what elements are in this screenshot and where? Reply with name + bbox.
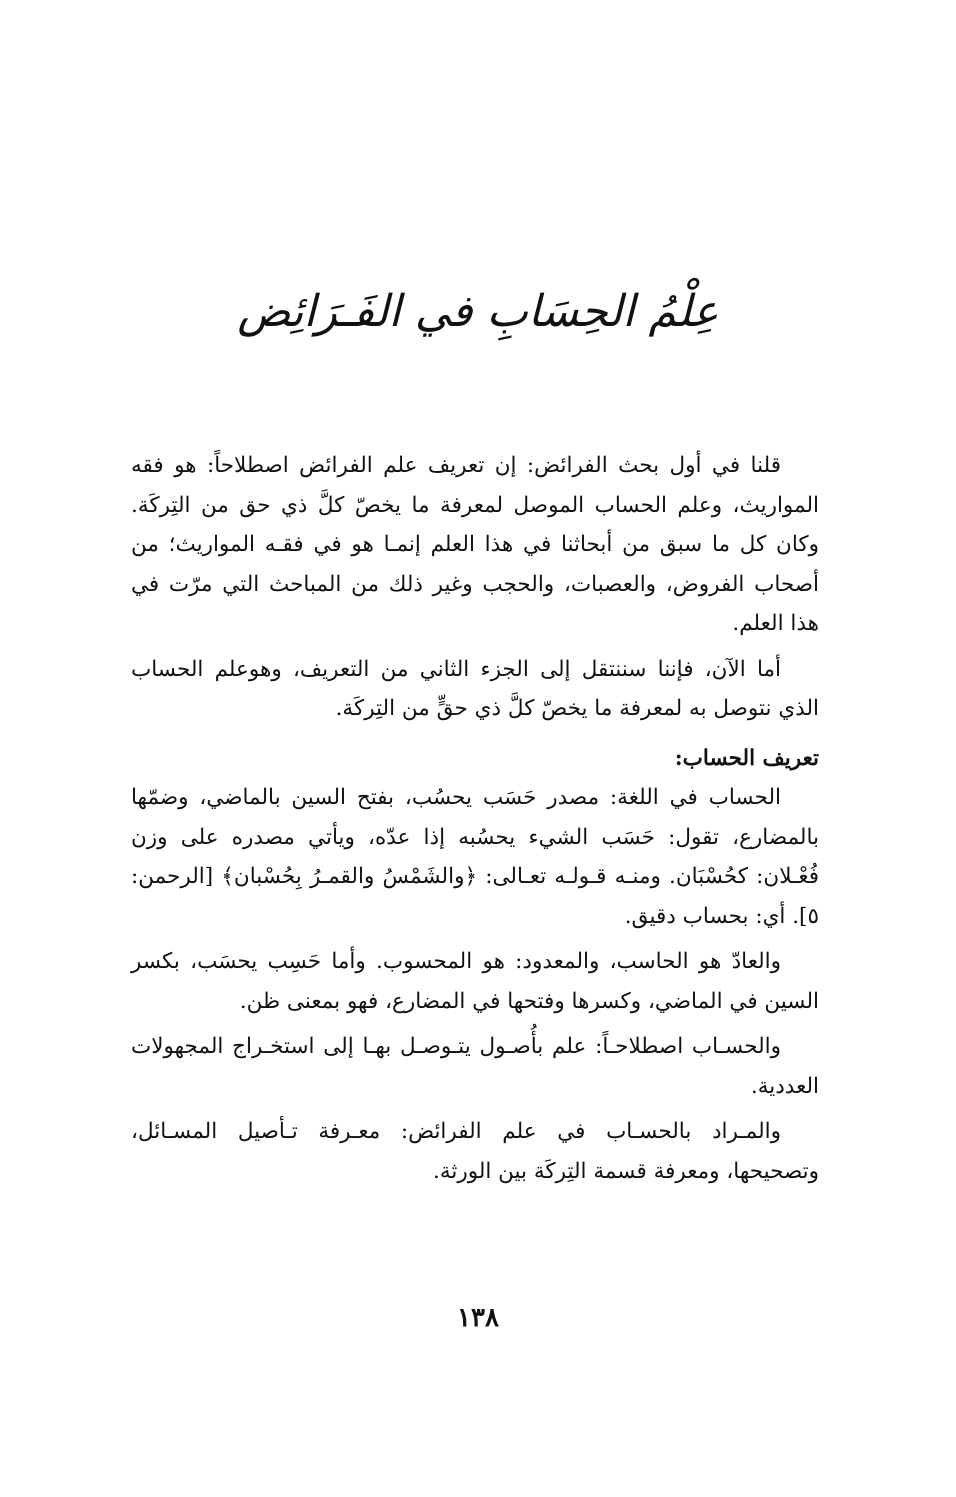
paragraph-counter-counted: والعادّ هو الحاسب، والمعدود: هو المحسوب. وأما حَسِب يحسَب، بكسر السين في الماضي، وكسرها وفتحها في المضارع، فهو بمعنى ظن. <box>131 949 819 1014</box>
paragraph-meaning-in-faraid: والمـراد بالحسـاب في علم الفرائض: معـرفة تـأصيل المسـائل، وتصحيحها، ومعرفة قسمة التِركَة بين الورثة. <box>131 1119 819 1184</box>
page-number: ١٣٨ <box>457 1303 499 1333</box>
chapter-title: عِلْمُ الحِسَابِ في الفَـرَائِض <box>237 286 719 337</box>
body-text <box>131 446 819 1197</box>
section-heading: تعريف الحساب: <box>674 745 819 771</box>
paragraph-transition: أما الآن، فإننا سننتقل إلى الجزء الثاني من التعريف، وهوعلم الحساب الذي نتوصل به لمعرفة ما يخصّ كلَّ ذي حقٍّ من التِركَة. <box>131 656 819 721</box>
paragraph-technical-definition: والحسـاب اصطلاحـاً: علم بأُصـول يتـوصـل بهـا إلى استخـراج المجهولات العددية. <box>131 1034 819 1099</box>
paragraph-intro: قلنا في أول بحث الفرائض: إن تعريف علم الفرائض اصطلاحاً: هو فقه المواريث، وعلم الحساب الموصل لمعرفة ما يخصّ كلَّ ذي حق من التِركَة. وكان كل ما سبق من أبحاثنا في هذا العلم إنمـا هو في فقـه المواريث؛ من أصحاب الفروض، والعصبات، والحجب وغير ذلك من المباحث التي مرّت في هذا العلم. <box>131 453 819 636</box>
paragraph-linguistic-definition: الحساب في اللغة: مصدر حَسَب يحسُب، بفتح السين بالماضي، وضمّها بالمضارع، تقول: حَسَب الشيء يحسُبه إذا عدّه، ويأتي مصدره على وزن فُعْـلان: كحُسْبَان. ومنـه قـولـه تعـالى: ﴿والشَمْسُ والقمـرُ بِحُسْبان﴾ [الرحمن: ٥]. أي: بحساب دقيق. <box>131 785 819 929</box>
